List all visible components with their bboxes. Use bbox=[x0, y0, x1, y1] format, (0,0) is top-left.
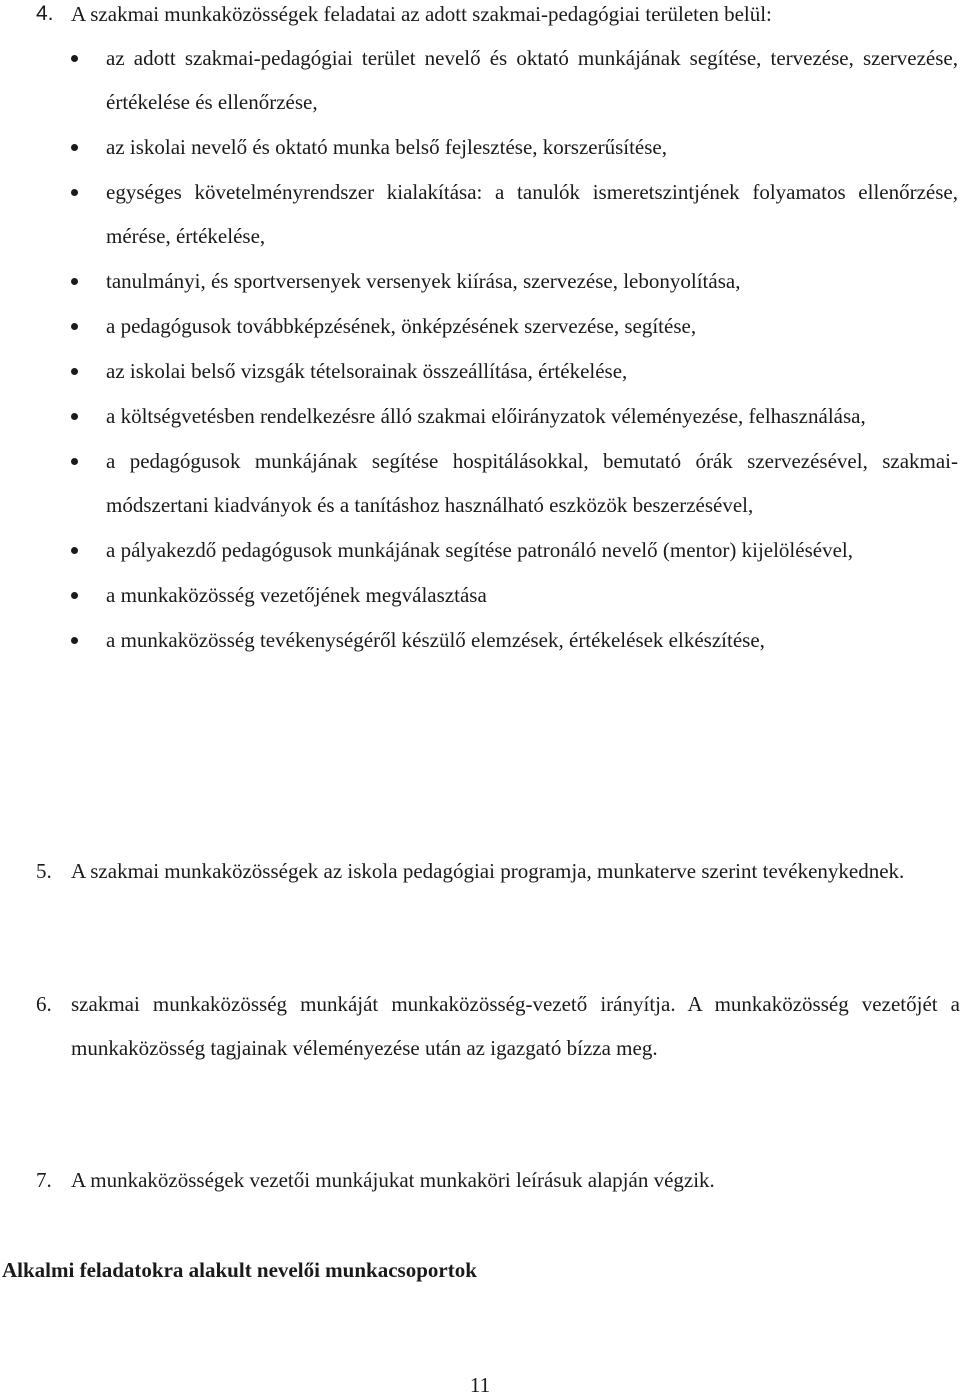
section-7-number: 7. bbox=[36, 1168, 52, 1192]
section-6-text: szakmai munkaközösség munkáját munkaközösség-vezető irányítja. A munkaközösség vezetőjét a munkaközösség tagjainak véleményezése után az igazgató bízza meg. bbox=[71, 992, 960, 1060]
section-5-text: A szakmai munkaközösségek az iskola pedagógiai programja, munkaterve szerint tevékenykednek. bbox=[71, 859, 905, 883]
bullet-icon bbox=[71, 323, 78, 330]
bullet-icon bbox=[71, 55, 78, 62]
bullet-icon bbox=[71, 278, 78, 285]
bullet-icon bbox=[71, 368, 78, 375]
bullet-icon bbox=[71, 189, 78, 196]
list-item: a pályakezdő pedagógusok munkájának segítése patronáló nevelő (mentor) kijelölésével, bbox=[0, 528, 960, 572]
bullet-icon bbox=[71, 144, 78, 151]
section-7-text: A munkaközösségek vezetői munkájukat munkaköri leírásuk alapján végzik. bbox=[71, 1168, 715, 1192]
section-6 bbox=[36, 982, 960, 1070]
section-6-number: 6. bbox=[36, 992, 52, 1016]
section-7 bbox=[36, 1158, 960, 1202]
section-subheading: Alkalmi feladatokra alakult nevelői munkacsoportok bbox=[2, 1258, 477, 1282]
bullet-icon bbox=[71, 413, 78, 420]
bullet-icon bbox=[71, 592, 78, 599]
page-number: 11 bbox=[469, 1373, 491, 1397]
list-item: a munkaközösség vezetőjének megválasztása bbox=[0, 573, 960, 617]
list-item: tanulmányi, és sportversenyek versenyek kiírása, szervezése, lebonyolítása, bbox=[0, 259, 960, 303]
list-item: az iskolai belső vizsgák tételsorainak összeállítása, értékelése, bbox=[0, 349, 960, 393]
list-item: a munkaközösség tevékenységéről készülő elemzések, értékelések elkészítése, bbox=[0, 618, 960, 662]
section-4 bbox=[36, 0, 960, 36]
list-item: az iskolai nevelő és oktató munka belső fejlesztése, korszerűsítése, bbox=[0, 125, 960, 169]
section-4-bullet-list bbox=[0, 36, 960, 663]
section-4-heading: A szakmai munkaközösségek feladatai az adott szakmai-pedagógiai területen belül: bbox=[71, 2, 772, 26]
section-5 bbox=[36, 849, 960, 893]
list-item: a pedagógusok munkájának segítése hospitálásokkal, bemutató órák szervezésével, szakmai-módszertani kiadványok és a tanításhoz használható eszközök beszerzésével, bbox=[0, 439, 960, 527]
list-item: egységes követelményrendszer kialakítása: a tanulók ismeretszintjének folyamatos ellenőrzése, mérése, értékelése, bbox=[0, 170, 960, 258]
bullet-icon bbox=[71, 458, 78, 465]
list-item: a költségvetésben rendelkezésre álló szakmai előirányzatok véleményezése, felhasználása, bbox=[0, 394, 960, 438]
section-4-number: 4. bbox=[36, 2, 54, 25]
list-item: az adott szakmai-pedagógiai terület nevelő és oktató munkájának segítése, tervezése, szervezése, értékelése és ellenőrzése, bbox=[0, 36, 960, 124]
list-item: a pedagógusok továbbképzésének, önképzésének szervezése, segítése, bbox=[0, 304, 960, 348]
bullet-icon bbox=[71, 547, 78, 554]
section-5-number: 5. bbox=[36, 859, 52, 883]
bullet-icon bbox=[71, 637, 78, 644]
